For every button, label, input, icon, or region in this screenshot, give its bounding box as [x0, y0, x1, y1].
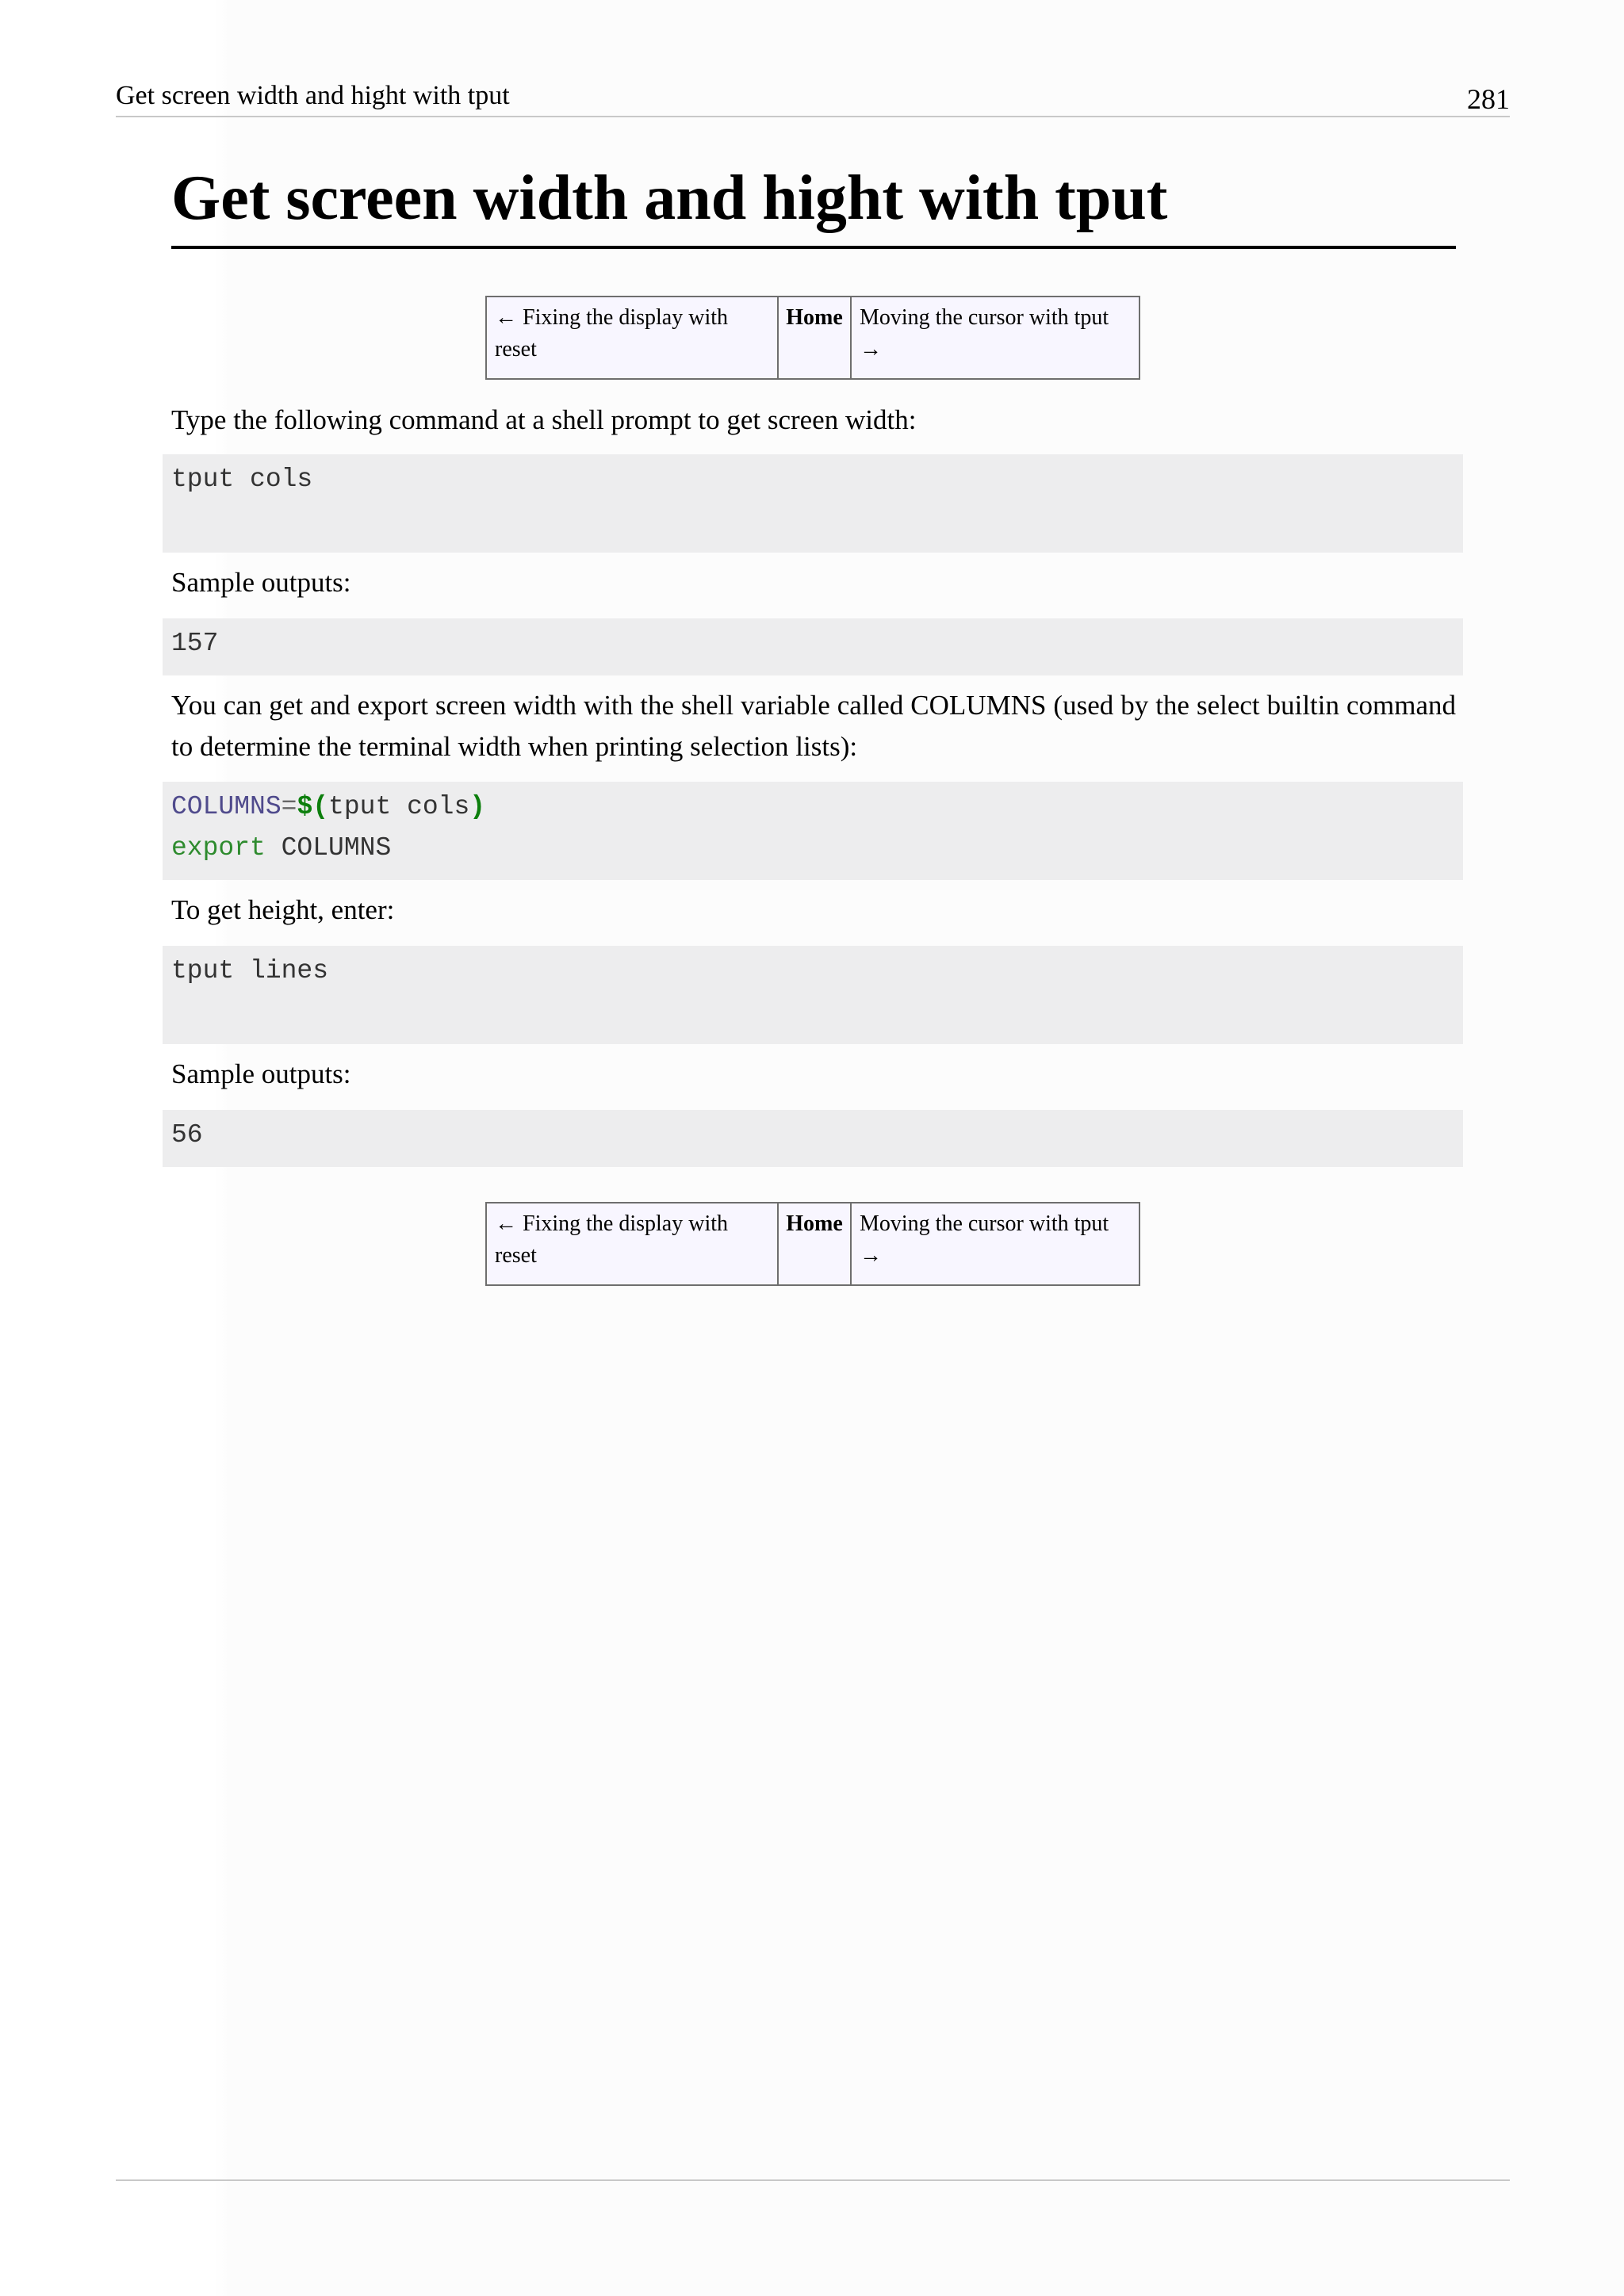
nav-home-cell — [779, 297, 852, 378]
nav-prev-cell — [487, 297, 779, 378]
nav-home-link[interactable]: Home — [786, 1211, 843, 1236]
paragraph-height-intro: To get height, enter: — [171, 894, 395, 925]
paragraph-columns-variable: You can get and export screen width with the shell variable called COLUMNS (used by the select builtin command to determine the terminal width when printing selection lists): — [171, 690, 1456, 762]
code-block-tput-cols — [163, 454, 1463, 553]
code-block-tput-lines — [163, 946, 1463, 1044]
code-argument: COLUMNS — [265, 833, 392, 863]
nav-next-cell — [852, 297, 1139, 378]
top-navigation-table — [485, 296, 1140, 380]
page-title: Get screen width and hight with tput — [171, 159, 1456, 249]
paragraph-sample-outputs: Sample outputs: — [171, 567, 351, 598]
code-subshell-close: ) — [469, 792, 486, 821]
running-title: Get screen width and hight with tput — [116, 81, 510, 110]
bottom-navigation-table — [485, 1202, 1140, 1286]
nav-next-link[interactable]: Moving the cursor with tput → — [860, 305, 1109, 362]
output-block-height — [163, 1110, 1463, 1167]
code-command: tput cols — [328, 792, 470, 821]
output-block-width — [163, 618, 1463, 675]
nav-prev-link[interactable]: ← Fixing the display with reset — [495, 305, 728, 362]
running-header — [116, 79, 1510, 117]
code-variable: COLUMNS — [171, 792, 282, 821]
code-subshell-open: $( — [297, 792, 329, 821]
code-block-export-columns — [163, 782, 1463, 880]
code-line: tput cols — [171, 465, 313, 494]
code-operator: = — [281, 792, 297, 821]
nav-prev-link[interactable]: ← Fixing the display with reset — [495, 1211, 728, 1268]
output-line: 56 — [171, 1120, 203, 1150]
page-number: 281 — [1467, 83, 1510, 115]
code-line: tput lines — [171, 956, 329, 985]
paragraph-screen-width-intro: Type the following command at a shell prompt to get screen width: — [171, 404, 917, 435]
nav-next-cell — [852, 1203, 1139, 1284]
nav-prev-cell — [487, 1203, 779, 1284]
footer-rule — [116, 2179, 1510, 2181]
nav-home-cell — [779, 1203, 852, 1284]
nav-next-link[interactable]: Moving the cursor with tput → — [860, 1211, 1109, 1268]
nav-home-link[interactable]: Home — [786, 305, 843, 330]
output-line: 157 — [171, 629, 219, 658]
paragraph-sample-outputs-2: Sample outputs: — [171, 1058, 351, 1089]
code-keyword: export — [171, 833, 266, 863]
